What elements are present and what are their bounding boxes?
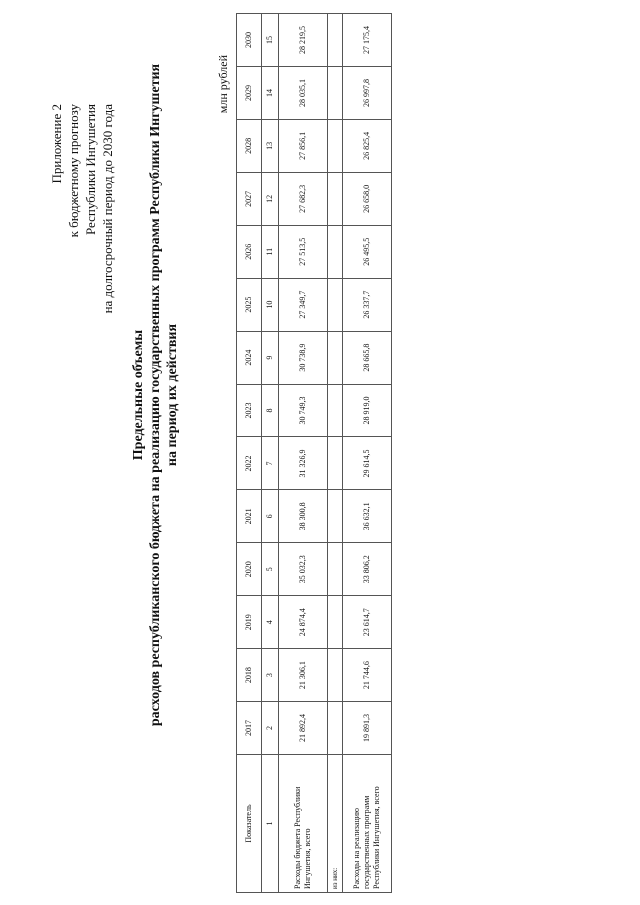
appendix-line: Республики Ингушетия [83, 104, 98, 236]
value-cell: 35 032,3 [279, 543, 328, 596]
row-label: Расходы бюджета Республики Ингушетия, всего [279, 755, 328, 893]
value-cell: 24 874,4 [279, 596, 328, 649]
row-label: Расходы на реализацию государственных программ Республики Ингушетия, всего [343, 755, 392, 893]
year-cell: 2021 [237, 490, 262, 543]
year-cell: 2028 [237, 119, 262, 172]
year-cell: 2020 [237, 543, 262, 596]
value-cell: 26 337,7 [343, 278, 392, 331]
value-cell: 21 892,4 [279, 702, 328, 755]
column-number-cell: 14 [262, 67, 279, 120]
value-cell: 38 300,8 [279, 490, 328, 543]
year-cell: 2019 [237, 596, 262, 649]
column-number-cell: 7 [262, 437, 279, 490]
subheading-label: из них: [328, 755, 343, 893]
value-cell: 23 614,7 [343, 596, 392, 649]
column-number-row [262, 14, 279, 893]
budget-table [236, 13, 392, 893]
column-number-cell: 2 [262, 702, 279, 755]
year-cell: 2018 [237, 649, 262, 702]
appendix-line: к бюджетному прогнозу [66, 104, 81, 238]
value-cell: 31 326,9 [279, 437, 328, 490]
year-cell: 2025 [237, 278, 262, 331]
column-number-cell: 8 [262, 384, 279, 437]
column-number-cell: 11 [262, 225, 279, 278]
unit-label: млн рублей [216, 55, 230, 114]
appendix-title: Приложение 2 [49, 104, 64, 184]
value-cell: 19 891,3 [343, 702, 392, 755]
value-cell: 26 658,0 [343, 172, 392, 225]
appendix-line: на долгосрочный период до 2030 года [100, 104, 115, 314]
value-cell: 28 665,8 [343, 331, 392, 384]
year-cell: 2017 [237, 702, 262, 755]
value-cell: 27 513,5 [279, 225, 328, 278]
year-cell: 2022 [237, 437, 262, 490]
column-number-cell: 15 [262, 14, 279, 67]
column-number-cell: 5 [262, 543, 279, 596]
column-number-cell: 6 [262, 490, 279, 543]
value-cell: 26 825,4 [343, 119, 392, 172]
year-cell: 2030 [237, 14, 262, 67]
heading-line-1: Предельные объемы [131, 329, 146, 461]
table-row-total-expenditure [279, 14, 328, 893]
column-number-cell: 3 [262, 649, 279, 702]
year-cell: 2024 [237, 331, 262, 384]
value-cell: 26 495,5 [343, 225, 392, 278]
value-cell: 33 806,2 [343, 543, 392, 596]
table-row-subheading [328, 14, 343, 893]
value-cell: 27 682,3 [279, 172, 328, 225]
column-number-cell: 10 [262, 278, 279, 331]
value-cell: 27 349,7 [279, 278, 328, 331]
year-cell: 2026 [237, 225, 262, 278]
year-cell: 2023 [237, 384, 262, 437]
value-cell: 36 632,1 [343, 490, 392, 543]
value-cell: 28 919,0 [343, 384, 392, 437]
value-cell: 30 738,9 [279, 331, 328, 384]
heading-line-2: расходов республиканского бюджета на реализацию государственных программ Республики Ингушетия [148, 63, 163, 727]
appendix-block [48, 104, 116, 313]
document-heading [130, 35, 181, 755]
value-cell: 30 749,3 [279, 384, 328, 437]
value-cell: 28 219,5 [279, 14, 328, 67]
value-cell: 26 997,8 [343, 67, 392, 120]
value-cell: 28 035,1 [279, 67, 328, 120]
header-label-cell: Показатель [237, 755, 262, 893]
column-number-cell: 12 [262, 172, 279, 225]
column-number-cell: 1 [262, 755, 279, 893]
value-cell: 27 175,4 [343, 14, 392, 67]
year-header-row [237, 14, 262, 893]
value-cell: 29 614,5 [343, 437, 392, 490]
heading-line-3: на период их действия [165, 323, 180, 467]
value-cell: 21 744,6 [343, 649, 392, 702]
value-cell: 27 856,1 [279, 119, 328, 172]
year-cell: 2029 [237, 67, 262, 120]
value-cell: 21 306,1 [279, 649, 328, 702]
column-number-cell: 9 [262, 331, 279, 384]
year-cell: 2027 [237, 172, 262, 225]
table-row-program-expenditure [343, 14, 392, 893]
column-number-cell: 4 [262, 596, 279, 649]
column-number-cell: 13 [262, 119, 279, 172]
